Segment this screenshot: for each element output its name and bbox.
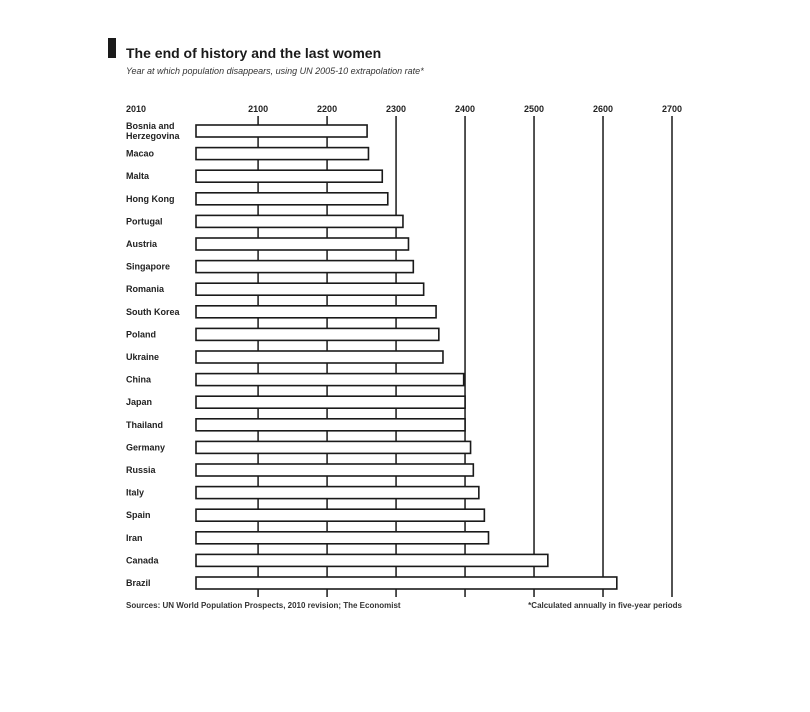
category-label: South Korea: [126, 306, 180, 317]
category-label: Thailand: [126, 419, 164, 430]
bar-germany: [196, 441, 471, 453]
category-label: Singapore: [126, 261, 171, 272]
bar-canada: [196, 554, 548, 566]
bar-japan: [196, 396, 465, 408]
tick-label-2700: 2700: [661, 104, 683, 114]
tick-label-2400: 2400: [455, 104, 476, 114]
category-label: Ukraine: [126, 352, 160, 362]
category-label: Romania: [126, 284, 165, 295]
chart-title: The end of history and the last women: [126, 45, 382, 61]
category-label: Italy: [126, 487, 145, 498]
source-note: Sources: UN World Population Prospects, 2010 revision; The Economist: [126, 601, 401, 610]
bar-hong-kong: [196, 193, 388, 205]
category-label: Canada: [126, 555, 159, 566]
bar-portugal: [196, 215, 403, 227]
bar-austria: [196, 238, 408, 250]
tick-label-2600: 2600: [592, 104, 614, 114]
category-label: Iran: [126, 532, 143, 543]
bar-poland: [196, 328, 439, 340]
category-label: Germany: [126, 442, 166, 453]
bar-bosnia-and-herzegovina: [196, 125, 367, 137]
tick-label-2200: 2200: [317, 104, 338, 114]
title-marker: [108, 38, 116, 58]
bar-china: [196, 374, 464, 386]
tick-label-2100: 2100: [248, 104, 269, 114]
tick-label-2300: 2300: [386, 104, 407, 114]
category-label: Spain: [126, 510, 151, 521]
bar-italy: [196, 487, 479, 499]
category-label: Hong Kong: [126, 193, 175, 204]
category-label: Portugal: [126, 216, 163, 227]
bar-south-korea: [196, 306, 436, 318]
chart-subtitle: Year at which population disappears, using UN 2005-10 extrapolation rate*: [126, 66, 424, 76]
bar-spain: [196, 509, 484, 521]
category-label: Poland: [126, 329, 157, 340]
tick-label-2500: 2500: [524, 104, 545, 114]
category-label: Japan: [126, 397, 153, 408]
footnote: *Calculated annually in five-year periods: [528, 601, 682, 610]
category-label: Brazil: [126, 578, 151, 588]
category-label: Macao: [126, 148, 155, 159]
bar-thailand: [196, 419, 465, 431]
category-label: China: [126, 374, 152, 385]
bar-ukraine: [196, 351, 443, 363]
category-label: Bosnia and Herzegovina: [126, 121, 180, 141]
bar-romania: [196, 283, 424, 295]
bar-singapore: [196, 261, 413, 273]
category-label: Malta: [126, 171, 150, 182]
bar-malta: [196, 170, 382, 182]
bar-macao: [196, 148, 368, 160]
bar-iran: [196, 532, 488, 544]
category-label: Russia: [126, 465, 156, 475]
category-label: Austria: [126, 239, 158, 249]
bar-brazil: [196, 577, 617, 589]
bar-russia: [196, 464, 473, 476]
axis-start-label: 2010: [126, 104, 147, 114]
